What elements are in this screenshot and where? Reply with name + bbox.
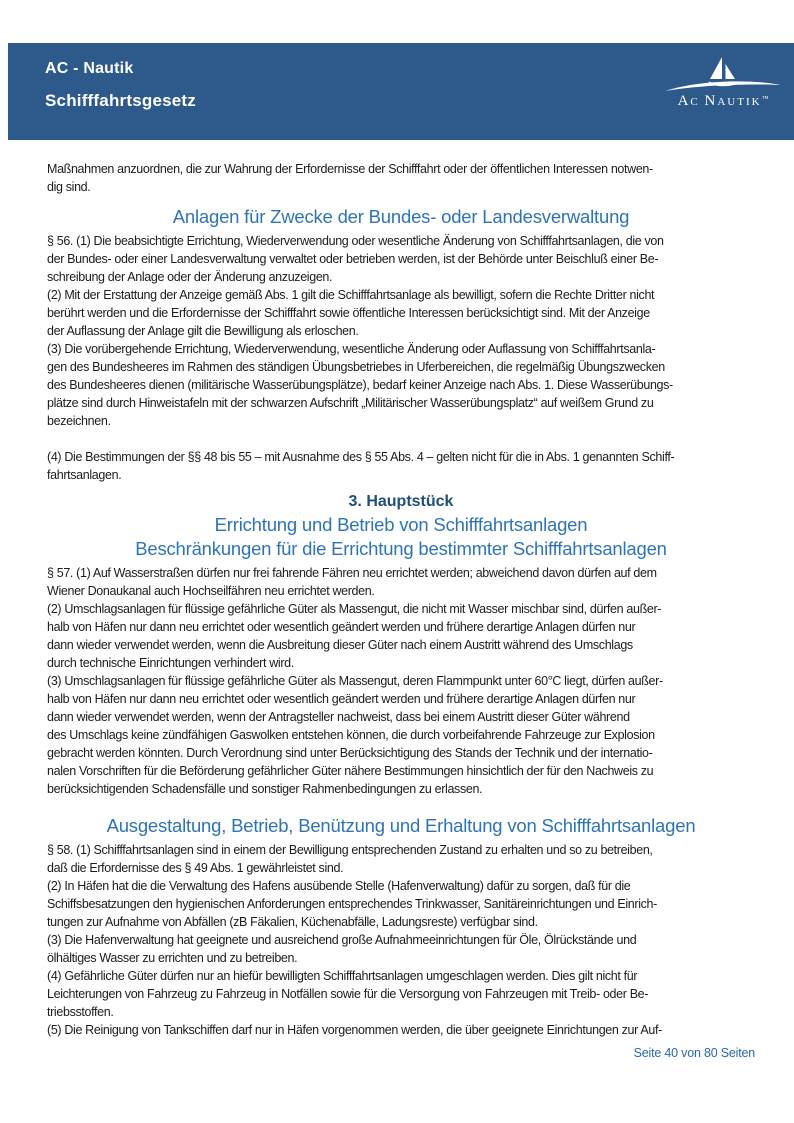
header-band: [8, 43, 794, 140]
paragraph-57: § 57. (1) Auf Wasserstraßen dürfen nur frei fahrende Fähren neu errichtet werden; abweichend davon dürfen auf dem Wiener Donaukanal auch Hochseilfähren neu errichtet werden. (2) Umschlagsanlagen für flüssige gefährliche Güter als Massengut, die nicht mit Wasser mischbar sind, dürfen außer- halb von Häfen nur dann neu errichtet oder wesentlich geändert werden und frühere derartige Anlagen dürfen nur dann wieder verwendet werden, wenn die Ausbreitung dieser Güter nach einem Austritt während des Umschlags durch technische Einrichtungen verhindert wird. (3) Umschlagsanlagen für flüssige gefährliche Güter als Massengut, deren Flammpunkt unter 60°C liegt, dürfen außer- halb von Häfen nur dann neu errichtet oder wesentlich geändert werden und frühere derartige Anlagen dürfen nur dann wieder verwendet werden, wenn der Antragsteller nachweist, dass bei einem Austritt dieser Güter während des Umschlags keine zündfähigen Gaswolken entstehen können, die durch vorbeifahrende Fahrzeuge zur Explosion gebracht werden könnten. Durch Verordnung sind unter Berücksichtigung des Stands der Technik und der internatio- nalen Vorschriften für die Beförderung gefährlicher Güter nähere Bestimmungen hinsichtlich der für den Nachweis zu berücksichtigenden Schadensfälle und sonstiger Rahmenbedingungen zu erlassen.: [47, 566, 663, 796]
logo-wordmark: AC NAUTIK™: [677, 93, 769, 109]
section-heading-ausgestaltung: Ausgestaltung, Betrieb, Benützung und Erhaltung von Schifffahrtsanlagen: [106, 815, 696, 836]
paragraph-intro: Maßnahmen anzuordnen, die zur Wahrung der Erfordernisse der Schifffahrt oder der öffentlichen Interessen notwen- dig sind.: [47, 162, 653, 194]
header-titles: [45, 59, 196, 111]
section-heading-anlagen: Anlagen für Zwecke der Bundes- oder Landesverwaltung: [172, 206, 630, 227]
paragraph-56-abs4: (4) Die Bestimmungen der §§ 48 bis 55 – mit Ausnahme des § 55 Abs. 4 – gelten nicht für die in Abs. 1 genannten Schiff- fahrtsanlagen.: [47, 450, 675, 482]
paragraph-56: § 56. (1) Die beabsichtigte Errichtung, Wiederverwendung oder wesentliche Änderung von Schifffahrtsanlagen, die von der Bundes- oder einer Landesverwaltung verwaltet oder betrieben werden, ist der Behörde unter Beischluß einer Be- schreibung der Anlage oder der Änderung anzuzeigen. (2) Mit der Erstattung der Anzeige gemäß Abs. 1 gilt die Schifffahrtsanlage als bewilligt, sofern die Rechte Dritter nicht berührt werden und die Erfordernisse der Schifffahrt sowie öffentliche Interessen berücksichtigt sind. Mit der Anzeige der Auflassung der Anlage gilt die Bewilligung als erloschen. (3) Die vorübergehende Errichtung, Wiederverwendung, wesentliche Änderung oder Auflassung von Schifffahrtsanla- gen des Bundesheeres im Rahmen des ständigen Übungsbetriebes in Uferbereichen, die regelmäßig Übungszwecken des Bundesheeres dienen (militärische Wasserübungsplätze), bedarf keiner Anzeige nach Abs. 1. Diese Wasserübungs- plätze sind durch Hinweistafeln mit der schwarzen Aufschrift „Militärischer Wasserübungsplatz“ auf weißem Grund zu bezeichnen.: [47, 234, 673, 428]
chapter-heading: 3. Hauptstück: [348, 493, 454, 510]
company-logo: [662, 55, 784, 110]
company-name: AC - Nautik: [45, 60, 134, 77]
document-body: [47, 160, 755, 1039]
paragraph-58: § 58. (1) Schifffahrtsanlagen sind in einem der Bewilligung entsprechenden Zustand zu erhalten und so zu betreiben, daß die Erfordernisse des § 49 Abs. 1 gewährleistet sind. (2) In Häfen hat die die Verwaltung des Hafens ausübende Stelle (Hafenverwaltung) dafür zu sorgen, daß für die Schiffsbesatzungen den hygienischen Anforderungen entsprechendes Trinkwasser, Sanitäreinrichtungen und Einrich- tungen zur Aufnahme von Abfällen (zB Fäkalien, Küchenabfälle, Ladungsreste) verfügbar sind. (3) Die Hafenverwaltung hat geeignete und ausreichend große Aufnahmeeinrichtungen für Öle, Ölrückstände und ölhältiges Wasser zu errichten und zu betreiben. (4) Gefährliche Güter dürfen nur an hiefür bewilligten Schifffahrtsanlagen umgeschlagen werden. Dies gilt nicht für Leichterungen von Fahrzeug zu Fahrzeug in Notfällen sowie für die Versorgung von Fahrzeugen mit Treib- oder Be- triebsstoffen. (5) Die Reinigung von Tankschiffen darf nur in Häfen vorgenommen werden, die über geeignete Einrichtungen zur Auf-: [47, 843, 662, 1037]
chapter-subheading-2: Beschränkungen für die Errichtung bestimmter Schifffahrtsanlagen: [135, 538, 667, 559]
page-number: Seite 40 von 80 Seiten: [633, 1046, 755, 1060]
chapter-subheading-1: Errichtung und Betrieb von Schifffahrtsanlagen: [214, 514, 588, 535]
document-title: Schifffahrtsgesetz: [45, 91, 196, 110]
